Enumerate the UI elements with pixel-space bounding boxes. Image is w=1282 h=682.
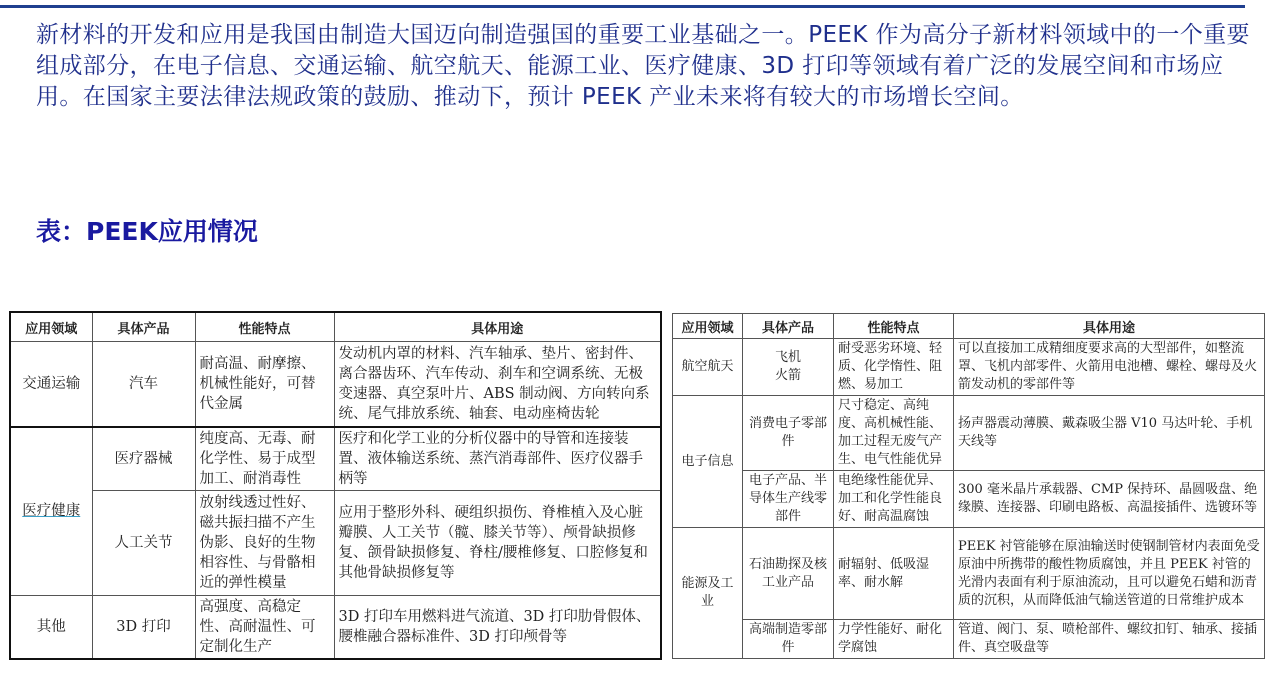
cell-uses: 扬声器震动薄膜、戴森吸尘器 V10 马达叶轮、手机天线等 (954, 396, 1265, 471)
table-row (10, 427, 661, 491)
cell-uses: 300 毫米晶片承载器、CMP 保持环、晶圆吸盘、绝缘膜、连接器、印刷电路板、高温接插件、选镀环等 (954, 471, 1265, 528)
intro-paragraph: 新材料的开发和应用是我国由制造大国迈向制造强国的重要工业基础之一。PEEK 作为高分子新材料领域中的一个重要组成部分，在电子信息、交通运输、航空航天、能源工业、医疗健康、3D 打印等领域有着广泛的发展空间和市场应用。在国家主要法律法规政策的鼓励、推动下，预计 PEEK 产业未来将有较大的市场增长空间。 (36, 22, 1250, 110)
cell-field: 航空航天 (673, 339, 743, 396)
table-row (673, 396, 1265, 471)
cell-product: 飞机 火箭 (743, 339, 834, 396)
header-product: 具体产品 (92, 312, 195, 342)
table-title: 表：PEEK应用情况 (36, 217, 258, 246)
cell-field: 其他 (10, 595, 92, 659)
header-field: 应用领域 (10, 312, 92, 342)
cell-product: 医疗器械 (92, 427, 195, 491)
cell-features: 力学性能好、耐化学腐蚀 (834, 620, 954, 659)
table-row (673, 471, 1265, 528)
cell-product: 汽车 (92, 342, 195, 427)
cell-features: 纯度高、无毒、耐化学性、易于成型加工、耐消毒性 (195, 427, 334, 491)
cell-field (10, 427, 92, 596)
top-rule (0, 5, 1245, 8)
cell-product: 人工关节 (92, 490, 195, 595)
cell-product: 高端制造零部件 (743, 620, 834, 659)
cell-product: 电子产品、半导体生产线零部件 (743, 471, 834, 528)
table-row (673, 528, 1265, 620)
left-application-table (9, 311, 662, 660)
table-row (10, 595, 661, 659)
cell-features: 放射线透过性好、磁共振扫描不产生伪影、良好的生物相容性、与骨骼相近的弹性模量 (195, 490, 334, 595)
table-row (673, 620, 1265, 659)
cell-product: 消费电子零部件 (743, 396, 834, 471)
cell-uses: 发动机内罩的材料、汽车轴承、垫片、密封件、离合器齿环、汽车传动、刹车和空调系统、无极变速器、真空泵叶片、ABS 制动阀、方向转向系统、尾气排放系统、轴套、电动座椅齿轮 (334, 342, 661, 427)
cell-features: 耐辐射、低吸湿率、耐水解 (834, 528, 954, 620)
cell-uses: 医疗和化学工业的分析仪器中的导管和连接装置、液体输送系统、蒸汽消毒部件、医疗仪器手柄等 (334, 427, 661, 491)
cell-features: 电绝缘性能优异、加工和化学性能良好、耐高温腐蚀 (834, 471, 954, 528)
cell-uses: PEEK 衬管能够在原油输送时使钢制管材内表面免受原油中所携带的酸性物质腐蚀，并且 PEEK 衬管的光滑内表面有利于原油流动，且可以避免石蜡和沥青质的沉积，从而降低油气输送管道的日常维护成本 (954, 528, 1265, 620)
header-product: 具体产品 (743, 314, 834, 339)
cell-features: 尺寸稳定、高纯度、高机械性能、加工过程无废气产生、电气性能优异 (834, 396, 954, 471)
table-row (10, 342, 661, 427)
cell-features: 耐受恶劣环境、轻质、化学惰性、阻燃、易加工 (834, 339, 954, 396)
table-row (673, 339, 1265, 396)
table-header-row (673, 314, 1265, 339)
cell-product: 石油勘探及核工业产品 (743, 528, 834, 620)
header-uses: 具体用途 (954, 314, 1265, 339)
header-features: 性能特点 (195, 312, 334, 342)
cell-uses: 可以直接加工成精细度要求高的大型部件，如整流罩、飞机内部零件、火箭用电池槽、螺栓、螺母及火箭发动机的零部件等 (954, 339, 1265, 396)
cell-field: 交通运输 (10, 342, 92, 427)
cell-field: 能源及工业 (673, 528, 743, 659)
header-features: 性能特点 (834, 314, 954, 339)
cell-uses: 应用于整形外科、硬组织损伤、脊椎植入及心脏瓣膜、人工关节（髋、膝关节等）、颅骨缺损修复、颌骨缺损修复、脊柱/腰椎修复、口腔修复和其他骨缺损修复等 (334, 490, 661, 595)
cell-uses: 3D 打印车用燃料进气流道、3D 打印肋骨假体、腰椎融合器标准件、3D 打印颅骨等 (334, 595, 661, 659)
cell-uses: 管道、阀门、泵、喷枪部件、螺纹扣钉、轴承、接插件、真空吸盘等 (954, 620, 1265, 659)
table-row (10, 490, 661, 595)
header-field: 应用领域 (673, 314, 743, 339)
field-text: 医疗健康 (22, 503, 81, 519)
right-application-table (672, 313, 1265, 659)
cell-features: 耐高温、耐摩擦、机械性能好，可替代金属 (195, 342, 334, 427)
cell-features: 高强度、高稳定性、高耐温性、可定制化生产 (195, 595, 334, 659)
cell-field: 电子信息 (673, 396, 743, 528)
table-header-row (10, 312, 661, 342)
cell-product: 3D 打印 (92, 595, 195, 659)
header-uses: 具体用途 (334, 312, 661, 342)
